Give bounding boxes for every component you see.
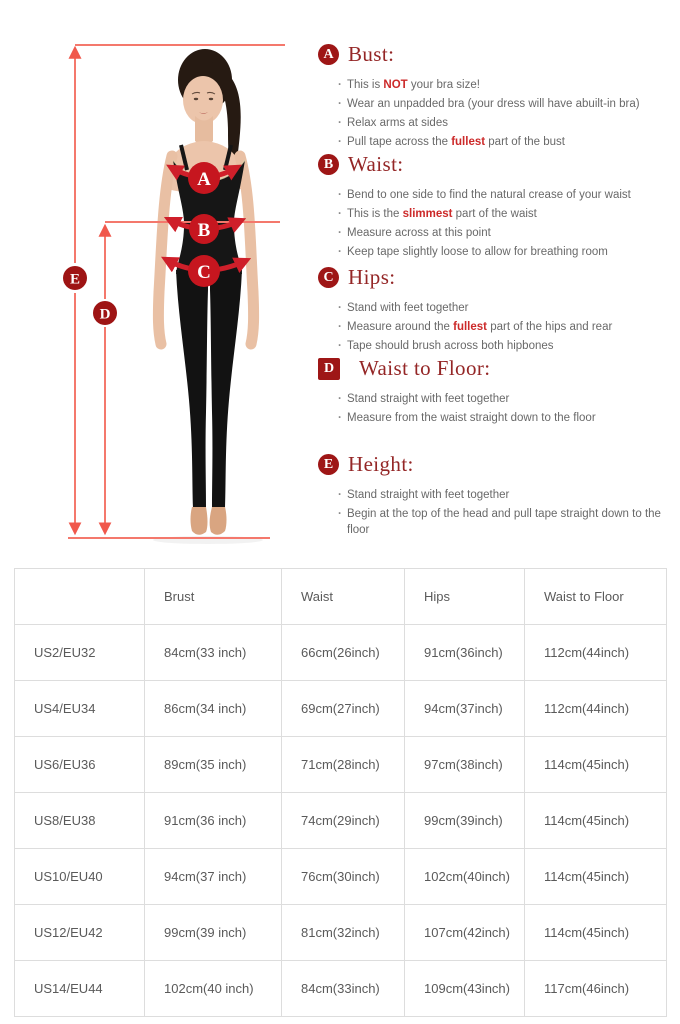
waist-badge-letter: B <box>197 220 211 241</box>
bullet-text: This is <box>347 79 384 91</box>
bullet-item <box>338 115 668 131</box>
section-bust <box>318 42 668 153</box>
waist-cell: 71cm(28inch) <box>282 737 405 793</box>
table-header-row <box>15 569 667 625</box>
section-badge-a: A <box>318 44 339 65</box>
table-row <box>15 961 667 1017</box>
table-row <box>15 625 667 681</box>
header-cell-waist: Waist <box>282 569 405 625</box>
size-cell: US6/EU36 <box>15 737 145 793</box>
size-cell: US10/EU40 <box>15 849 145 905</box>
bullet-item <box>338 96 668 112</box>
section-title-waist-to-floor: Waist to Floor: <box>359 356 491 380</box>
hips-cell: 99cm(39inch) <box>405 793 525 849</box>
size-cell: US12/EU42 <box>15 905 145 961</box>
bust-bullet-list <box>318 77 668 150</box>
waist-to-floor-cell: 117cm(46inch) <box>525 961 667 1017</box>
bullet-item <box>338 134 668 150</box>
bullet-text: Pull tape across the <box>347 136 452 148</box>
bullet-text: Measure from the waist straight down to the floor <box>347 412 596 424</box>
size-table <box>14 568 667 1017</box>
bust-cell: 86cm(34 inch) <box>145 681 282 737</box>
hips-cell: 91cm(36inch) <box>405 625 525 681</box>
waist-to-floor-cell: 114cm(45inch) <box>525 793 667 849</box>
bullet-text: Tape should brush across both hipbones <box>347 340 554 352</box>
feet <box>191 507 227 535</box>
height-bullet-list <box>318 487 668 538</box>
bullet-item <box>338 300 668 316</box>
waist-to-floor-cell: 114cm(45inch) <box>525 849 667 905</box>
bullet-text: Measure around the <box>347 321 454 333</box>
bullet-item <box>338 225 668 241</box>
bullet-item <box>338 244 668 260</box>
section-hips <box>318 265 668 357</box>
section-badge-c: C <box>318 267 339 288</box>
header-cell-waist-to-floor: Waist to Floor <box>525 569 667 625</box>
bullet-highlight: NOT <box>383 79 408 91</box>
bullet-text: Stand straight with feet together <box>347 393 510 405</box>
bullet-text: part of the waist <box>452 208 537 220</box>
height-badge-letter: E <box>69 271 81 288</box>
face <box>183 76 223 124</box>
bullet-text: Relax arms at sides <box>347 117 448 129</box>
size-cell: US2/EU32 <box>15 625 145 681</box>
bust-cell: 91cm(36 inch) <box>145 793 282 849</box>
section-badge-d: D <box>318 358 340 380</box>
section-title-height: Height: <box>348 452 414 476</box>
section-height <box>318 452 668 541</box>
waist-bullet-list <box>318 187 668 260</box>
hips-cell: 102cm(40inch) <box>405 849 525 905</box>
section-badge-b: B <box>318 154 339 175</box>
section-badge-e: E <box>318 454 339 475</box>
waist-cell: 81cm(32inch) <box>282 905 405 961</box>
hips-bullet-list <box>318 300 668 354</box>
waist-to-floor-cell: 114cm(45inch) <box>525 905 667 961</box>
section-title-waist: Waist: <box>348 152 404 176</box>
header-cell-hips: Hips <box>405 569 525 625</box>
bullet-text: Bend to one side to find the natural crease of your waist <box>347 189 631 201</box>
bust-cell: 102cm(40 inch) <box>145 961 282 1017</box>
measurement-figure <box>0 0 318 560</box>
hips-cell: 109cm(43inch) <box>405 961 525 1017</box>
bust-cell: 84cm(33 inch) <box>145 625 282 681</box>
bullet-item <box>338 187 668 203</box>
waist-to-floor-bullet-list <box>318 391 668 426</box>
bust-badge-letter: A <box>197 169 211 190</box>
bullet-item <box>338 338 668 354</box>
waist-cell: 76cm(30inch) <box>282 849 405 905</box>
table-row <box>15 681 667 737</box>
waist-floor-badge-letter: D <box>99 306 111 323</box>
table-row <box>15 793 667 849</box>
waist-to-floor-cell: 112cm(44inch) <box>525 625 667 681</box>
table-row <box>15 737 667 793</box>
bust-cell: 99cm(39 inch) <box>145 905 282 961</box>
bullet-item <box>338 391 668 407</box>
bullet-text: Measure across at this point <box>347 227 491 239</box>
bust-cell: 89cm(35 inch) <box>145 737 282 793</box>
header-cell-size <box>15 569 145 625</box>
bullet-item <box>338 410 668 426</box>
section-title-bust: Bust: <box>348 42 395 66</box>
bullet-text: Keep tape slightly loose to allow for breathing room <box>347 246 608 258</box>
hips-badge-letter: C <box>197 262 211 283</box>
bullet-text: Stand with feet together <box>347 302 469 314</box>
bullet-highlight: slimmest <box>402 208 453 220</box>
waist-cell: 74cm(29inch) <box>282 793 405 849</box>
bullet-item <box>338 487 668 503</box>
bullet-text: part of the bust <box>485 136 565 148</box>
header-cell-bust: Brust <box>145 569 282 625</box>
table-row <box>15 905 667 961</box>
bust-cell: 94cm(37 inch) <box>145 849 282 905</box>
leggings <box>176 270 242 508</box>
waist-to-floor-cell: 114cm(45inch) <box>525 737 667 793</box>
bullet-highlight: fullest <box>453 321 487 333</box>
bullet-item <box>338 206 668 222</box>
measurement-instructions <box>318 0 670 560</box>
section-waist <box>318 152 668 263</box>
waist-cell: 84cm(33inch) <box>282 961 405 1017</box>
woman-silhouette <box>158 49 253 535</box>
bullet-text: Begin at the top of the head and pull tape straight down to the floor <box>347 508 661 536</box>
bullet-text: Wear an unpadded bra (your dress will have abuilt-in bra) <box>347 98 640 110</box>
bullet-text: Stand straight with feet together <box>347 489 510 501</box>
section-title-hips: Hips: <box>348 265 396 289</box>
waist-cell: 66cm(26inch) <box>282 625 405 681</box>
hips-cell: 94cm(37inch) <box>405 681 525 737</box>
bullet-text: This is the <box>347 208 403 220</box>
size-cell: US14/EU44 <box>15 961 145 1017</box>
bullet-item <box>338 77 668 93</box>
bullet-item <box>338 506 668 538</box>
bullet-item <box>338 319 668 335</box>
hips-cell: 97cm(38inch) <box>405 737 525 793</box>
bullet-text: part of the hips and rear <box>487 321 613 333</box>
size-cell: US4/EU34 <box>15 681 145 737</box>
section-waist-to-floor <box>318 356 668 429</box>
bullet-highlight: fullest <box>451 136 486 148</box>
waist-to-floor-cell: 112cm(44inch) <box>525 681 667 737</box>
hips-cell: 107cm(42inch) <box>405 905 525 961</box>
bullet-text: your bra size! <box>407 79 480 91</box>
model-figure <box>0 0 318 560</box>
waist-cell: 69cm(27inch) <box>282 681 405 737</box>
table-row <box>15 849 667 905</box>
size-cell: US8/EU38 <box>15 793 145 849</box>
